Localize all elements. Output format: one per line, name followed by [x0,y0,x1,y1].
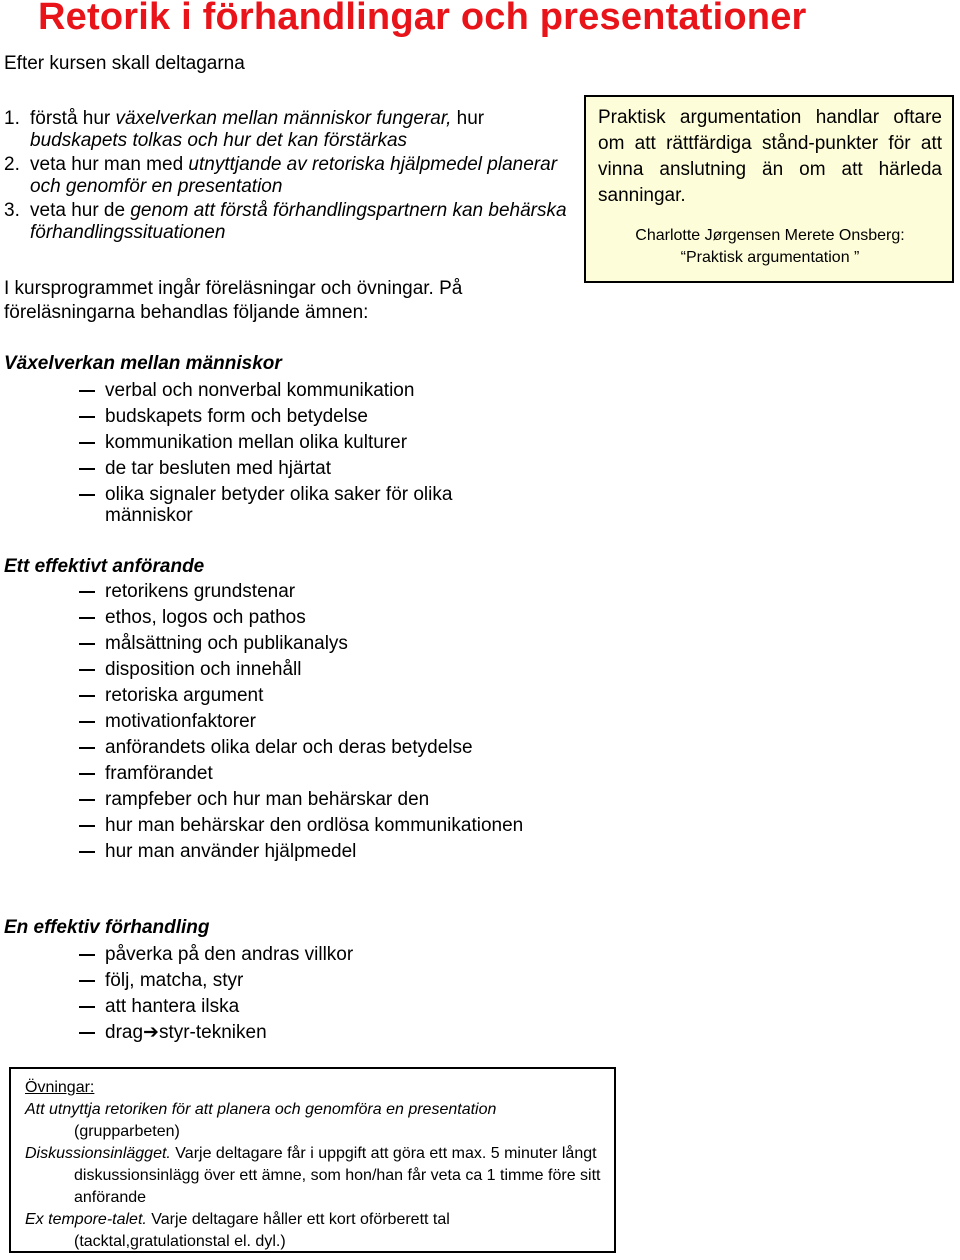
section-heading: En effektiv förhandling [4,917,210,938]
exercise-text: (grupparbeten) [74,1123,180,1140]
topic-item: motivationfaktorer [4,711,525,737]
exercise-text: Varje deltagare får i uppgift att göra ett max. 5 minuter långt diskussionsinlägg över ett ämne, som hon/han får veta ca 1 timme före sitt anförande [74,1145,601,1206]
section-heading: Ett effektivt anförande [4,556,205,577]
topic-item: påverka på den andras villkor [4,944,525,970]
exercise-lead: Diskussionsinlägget. [25,1145,171,1162]
quote-author: Charlotte Jørgensen Merete Onsberg: [635,227,905,244]
quote-source [598,225,942,269]
goal-text: veta hur man med utnyttjande av retoriska hjälpmedel planerar och genomför en presentation [30,154,558,197]
exercise-item [25,1099,604,1143]
arrow-right-icon: ➔ [143,1022,159,1043]
goal-number: 3. [4,200,20,221]
intro-text: Efter kursen skall deltagarna [4,53,245,74]
topic-item: hur man behärskar den ordlösa kommunikationen [4,815,525,841]
quote-box [584,95,954,283]
topic-item: målsättning och publikanalys [4,633,525,659]
goal-text: veta hur de genom att förstå förhandlingspartnern kan behärska förhandlingssituationen [30,200,567,243]
section-anforande [4,555,604,867]
topic-item: hur man använder hjälpmedel [4,841,525,867]
goal-number: 2. [4,154,20,175]
section-forhandling [4,916,604,1048]
topic-item: rampfeber och hur man behärskar den [4,789,525,815]
goal-item [4,108,584,152]
topic-item: kommunikation mellan olika kulturer [4,432,525,458]
exercise-item [25,1209,604,1253]
section-vaxelverkan [4,352,604,531]
topic-item: budskapets form och betydelse [4,406,525,432]
exercise-lead: Att utnyttja retoriken för att planera och genomföra en presentation [25,1101,497,1118]
topic-item: olika signaler betyder olika saker för olika människor [4,484,525,531]
topic-item: disposition och innehåll [4,659,525,685]
topic-item: verbal och nonverbal kommunikation [4,380,525,406]
topic-item: följ, matcha, styr [4,970,525,996]
exercise-box [9,1067,616,1253]
topic-text: drag [105,1022,144,1043]
goals-list [4,108,584,246]
exercise-text: Varje deltagare håller ett kort oförberett tal (tacktal,gratulationstal el. dyl.) [74,1211,450,1250]
exercise-lead: Ex tempore-talet. [25,1211,147,1228]
goal-number: 1. [4,108,20,129]
quote-book: “Praktisk argumentation ” [680,249,860,266]
topic-item: de tar besluten med hjärtat [4,458,525,484]
topic-item: retoriska argument [4,685,525,711]
topic-item: framförandet [4,763,525,789]
exercise-heading: Övningar: [25,1079,95,1096]
section-heading: Växelverkan mellan människor [4,353,282,374]
goal-item [4,200,584,244]
topic-list [4,581,604,867]
topic-list [4,944,604,1048]
topic-item: retorikens grundstenar [4,581,525,607]
goal-text: förstå hur växelverkan mellan människor fungerar, hur budskapets tolkas och hur det kan förstärkas [30,108,485,151]
topic-item: anförandets olika delar och deras betydelse [4,737,525,763]
page-title: Retorik i förhandlingar och presentationer [38,0,807,38]
topic-item: ethos, logos och pathos [4,607,525,633]
exercise-item [25,1143,604,1209]
topic-item [4,1022,525,1048]
course-info: I kursprogrammet ingår föreläsningar och övningar. På föreläsningarna behandlas följande ämnen: [4,278,463,323]
topic-text: styr-tekniken [158,1022,267,1043]
topic-list [4,380,604,531]
topic-item: att hantera ilska [4,996,525,1022]
quote-text: Praktisk argumentation handlar oftare om att rättfärdiga stånd-punkter för att vinna anslutning än om att härleda sanningar. [598,107,942,206]
goal-item [4,154,584,198]
